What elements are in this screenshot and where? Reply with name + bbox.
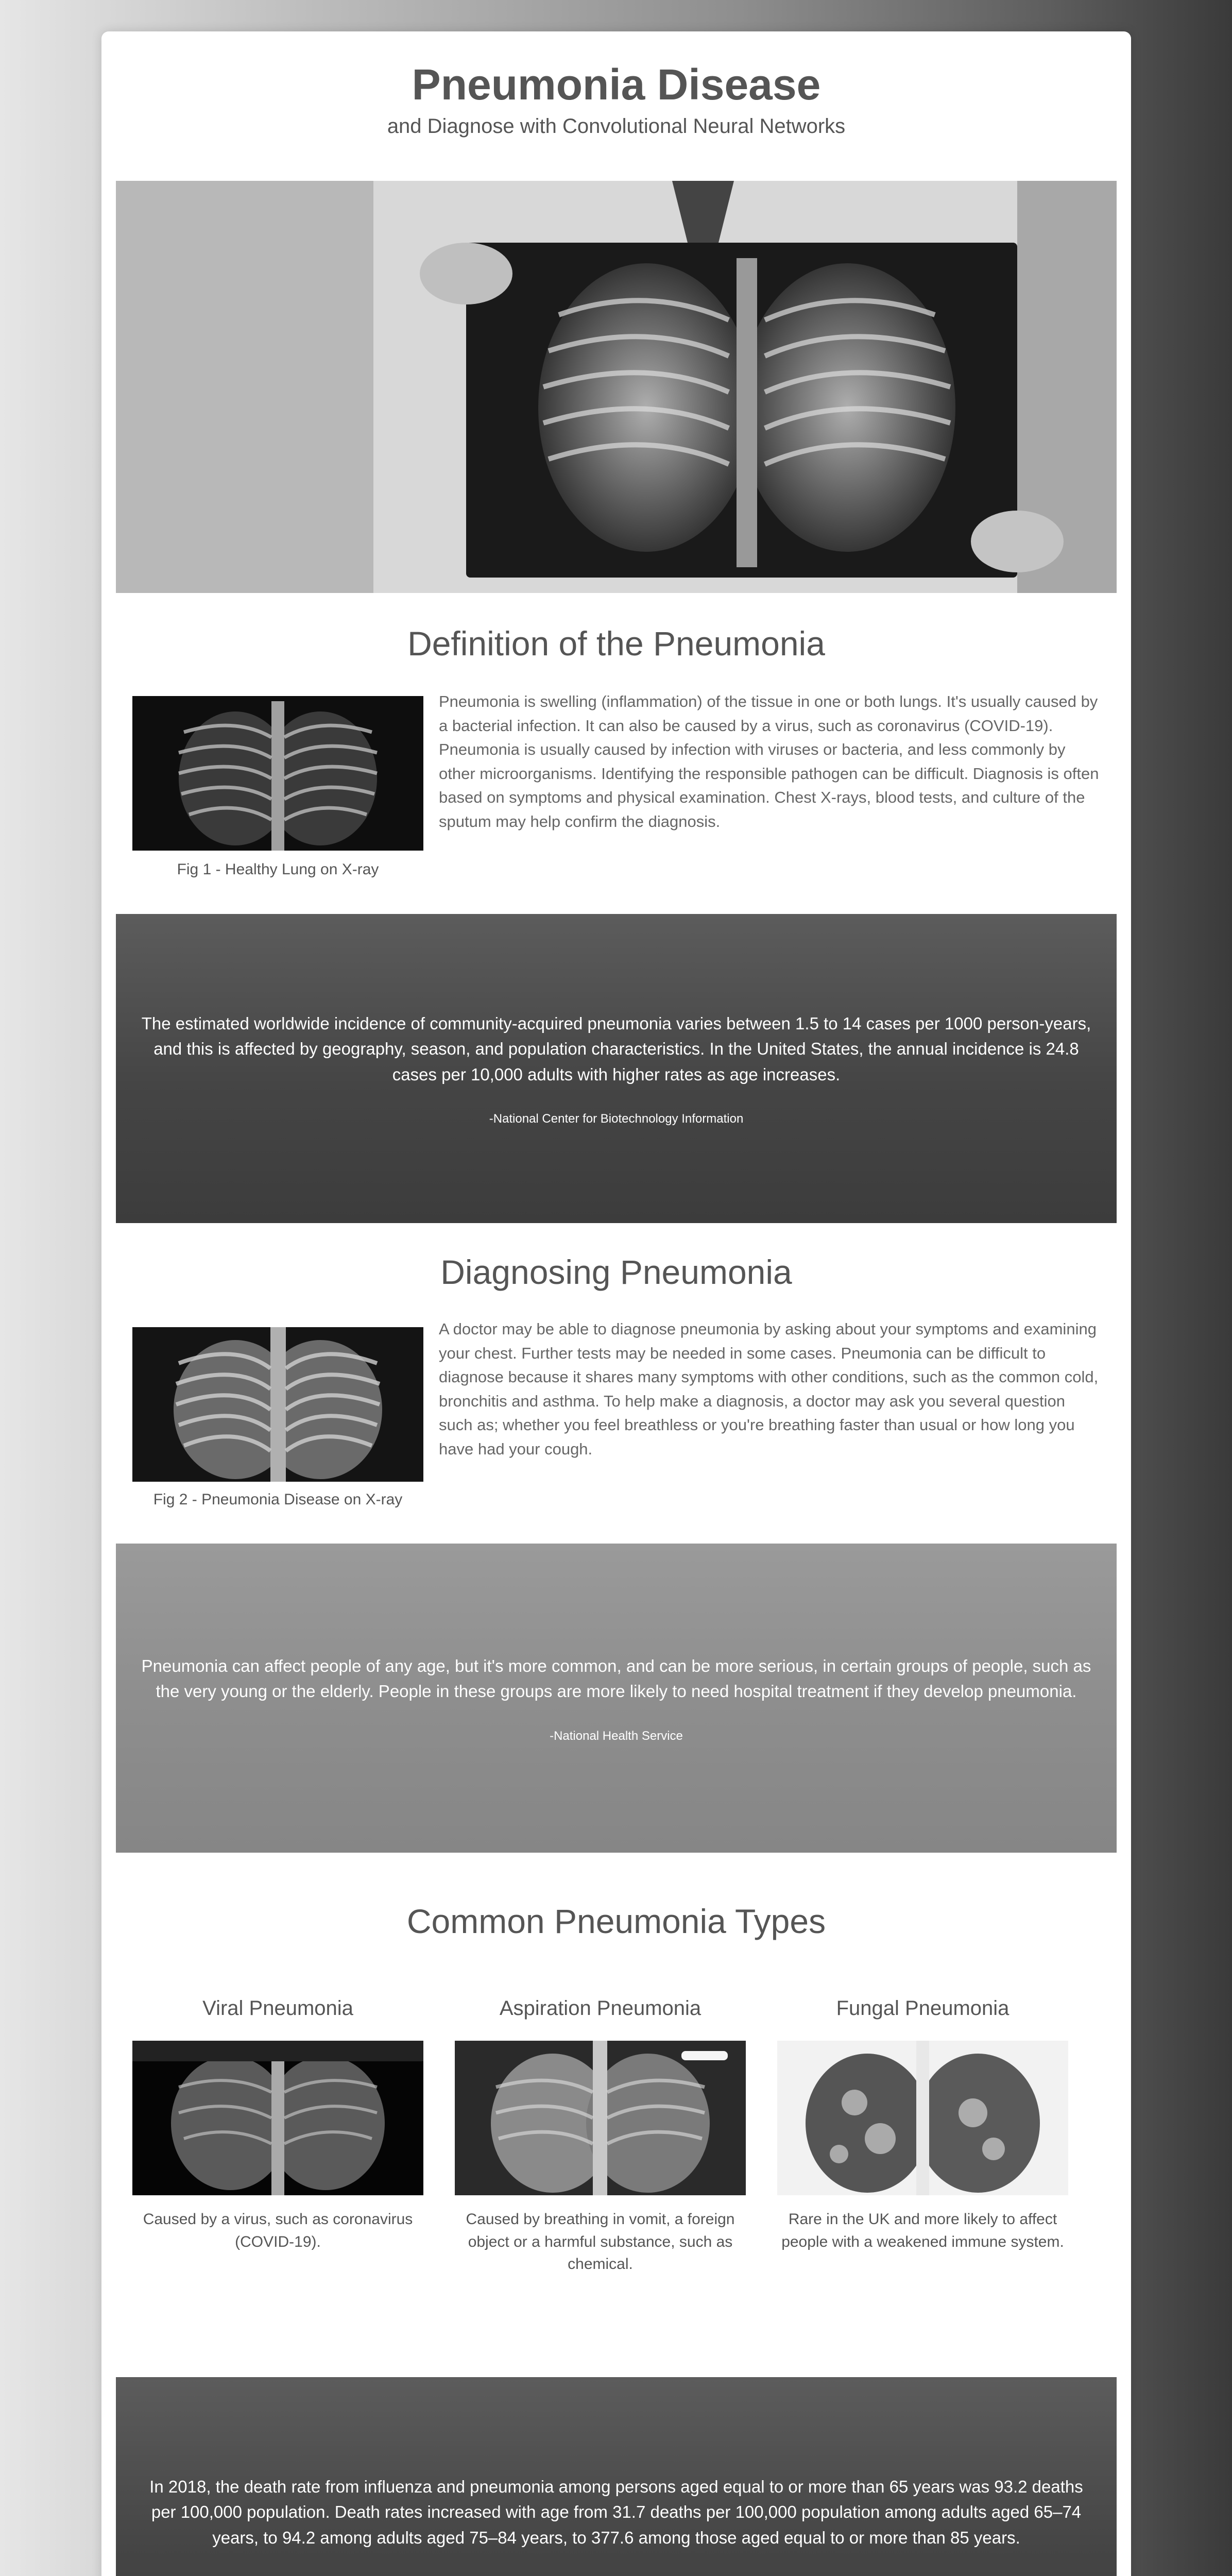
quote-source: -National Health Service <box>550 1728 683 1743</box>
definition-text: Pneumonia is swelling (inflammation) of the tissue in one or both lungs. It's usually caused by a bacterial infection. It can also be caused by a virus, such as coronavirus (COVID-19). Pneumonia is usually caused by infection with viruses or bacteria, and less commonly by other microorganisms. Identifying the responsible pathogen can be difficult. Diagnosis is often based on symptoms and physical examination. Chest X-rays, blood tests, and culture of the sputum may help confirm the diagnosis. <box>439 692 1099 831</box>
quote-band-1 <box>116 914 1117 1223</box>
type-desc-viral: Caused by a virus, such as coronavirus (COVID-19). <box>143 2211 413 2250</box>
type-desc-fungal: Rare in the UK and more likely to affect people with a weakened immune system. <box>781 2211 1064 2250</box>
page-subtitle: and Diagnose with Convolutional Neural Networks <box>387 115 846 138</box>
definition-heading: Definition of the Pneumonia <box>407 624 825 663</box>
quote-text: The estimated worldwide incidence of community-acquired pneumonia varies between 1.5 to 14 cases per 1000 person-years, and this is affected by geography, season, and population characteristics. In the United States, the annual incidence is 24.8 cases per 10,000 adults with higher rates as age increases. <box>141 1013 1091 1084</box>
quote-band-3 <box>116 2377 1117 2576</box>
aspiration-pneumonia-xray-image <box>455 2041 746 2195</box>
diagnosing-heading: Diagnosing Pneumonia <box>440 1253 792 1291</box>
page-card <box>101 31 1131 2576</box>
quote-text: In 2018, the death rate from influenza and pneumonia among persons aged equal to or more than 65 years was 93.2 deaths per 100,000 population. Death rates increased with age from 31.7 deaths per 100,000 population among adults aged 65–74 years, to 94.2 among adults aged 75–84 years, to 377.6 among those aged equal to or more than 85 years. <box>149 2477 1083 2547</box>
type-title-aspiration: Aspiration Pneumonia <box>499 1997 701 2020</box>
quote-band-2 <box>116 1544 1117 1853</box>
type-title-viral: Viral Pneumonia <box>202 1997 353 2020</box>
types-heading: Common Pneumonia Types <box>406 1902 826 1940</box>
healthy-lung-xray-image <box>132 696 423 851</box>
fungal-pneumonia-xray-image <box>777 2041 1068 2195</box>
page-title: Pneumonia Disease <box>412 60 821 109</box>
viral-pneumonia-xray-image <box>132 2041 423 2195</box>
diagnosing-text: A doctor may be able to diagnose pneumonia by asking about your symptoms and examining your chest. Further tests may be needed in some cases. Pneumonia can be difficult to diagnose because it shares many symptoms with other conditions, such as the common cold, bronchitis and asthma. To help make a diagnosis, a doctor may ask you several question such as; whether you feel breathless or you're breathing faster than usual or how long you have had your cough. <box>439 1320 1099 1458</box>
figure-caption-1: Fig 1 - Healthy Lung on X-ray <box>177 861 379 878</box>
type-title-fungal: Fungal Pneumonia <box>836 1997 1009 2020</box>
quote-text: Pneumonia can affect people of any age, but it's more common, and can be more serious, in certain groups of people, such as the very young or the elderly. People in these groups are more likely to need hospital treatment if they develop pneumonia. <box>141 1656 1091 1701</box>
hero-image <box>116 181 1117 593</box>
pneumonia-xray-image <box>132 1327 423 1482</box>
quote-source: -National Center for Biotechnology Information <box>489 1112 744 1126</box>
type-desc-aspiration: Caused by breathing in vomit, a foreign object or a harmful substance, such as chemical. <box>466 2211 735 2273</box>
figure-caption-2: Fig 2 - Pneumonia Disease on X-ray <box>153 1491 403 1508</box>
